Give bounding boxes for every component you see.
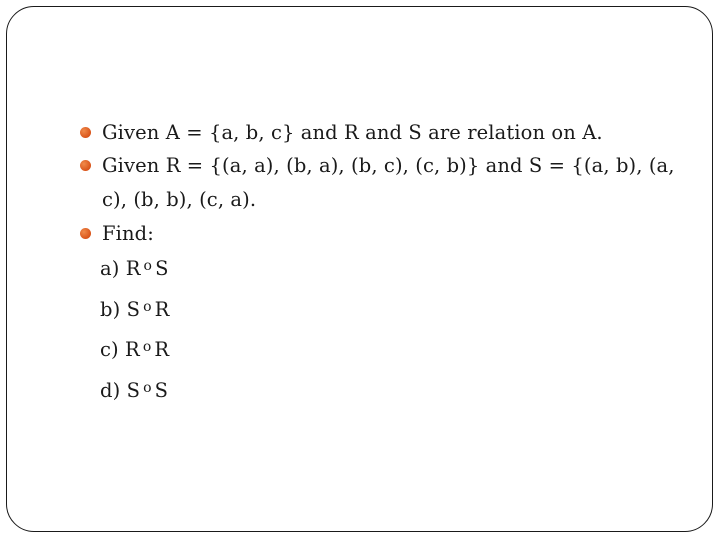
- relation-right: S: [154, 378, 169, 402]
- bullet-icon: [80, 160, 91, 171]
- sub-item-label: b): [100, 297, 121, 321]
- bullet-text: Given A = {a, b, c} and R and S are relation on A.: [102, 121, 603, 144]
- bullet-item-find: [80, 217, 680, 250]
- composition-operator: o: [142, 339, 152, 355]
- composition-operator: o: [143, 258, 153, 274]
- relation-left: S: [126, 378, 141, 402]
- sub-item-c: [80, 331, 680, 372]
- composition-operator: o: [143, 379, 152, 396]
- bullet-item-given-a: [80, 116, 680, 149]
- bullet-text-line-1: Given R = {(a, a), (b, a), (b, c), (c, b)} and S = {(a, b), (a,: [102, 154, 675, 177]
- composition-operator: o: [143, 298, 152, 315]
- sub-item-label: a): [100, 257, 120, 280]
- bullet-text-line-2: c), (b, b), (c, a).: [102, 188, 257, 211]
- relation-right: R: [154, 338, 170, 361]
- sub-item-label: d): [100, 378, 121, 402]
- slide-content: [80, 116, 680, 412]
- relation-left: S: [126, 297, 141, 321]
- bullet-icon: [80, 127, 91, 138]
- sub-item-a: [80, 250, 680, 291]
- sub-item-b: [80, 291, 680, 332]
- relation-left: R: [125, 338, 140, 361]
- bullet-icon: [80, 228, 91, 239]
- relation-right: S: [155, 257, 169, 280]
- bullet-item-given-r-s: [80, 149, 680, 217]
- relation-left: R: [125, 257, 141, 280]
- relation-right: R: [154, 297, 170, 321]
- sub-item-d: [80, 372, 680, 413]
- bullet-text: Find:: [102, 222, 154, 245]
- sub-item-label: c): [100, 338, 119, 361]
